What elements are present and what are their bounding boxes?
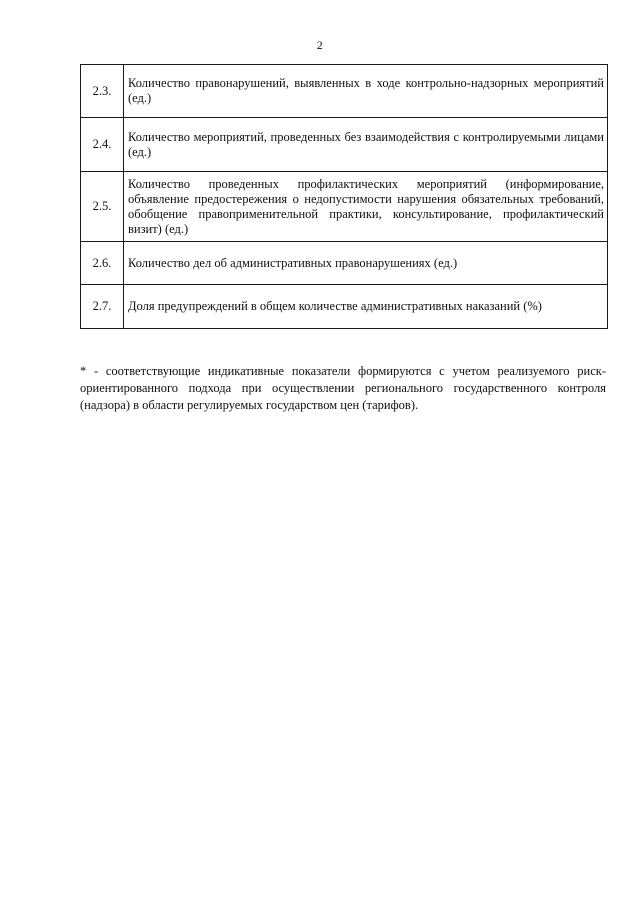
- row-number: 2.5.: [81, 172, 124, 242]
- row-description: Доля предупреждений в общем количестве административных наказаний (%): [124, 285, 608, 329]
- row-number: 2.6.: [81, 242, 124, 285]
- row-description: Количество проведенных профилактических мероприятий (информирование, объявление предостережения о недопустимости нарушения обязательных требований, обобщение правоприменительной практики, консультирование, профилактический визит) (ед.): [124, 172, 608, 242]
- row-number: 2.7.: [81, 285, 124, 329]
- footnote: * - соответствующие индикативные показатели формируются с учетом реализуемого риск-ориентированного подхода при осуществлении регионального государственного контроля (надзора) в области регулируемых государством цен (тарифов).: [80, 363, 606, 412]
- row-description: Количество дел об административных правонарушениях (ед.): [124, 242, 608, 285]
- indicators-table: [80, 64, 608, 329]
- table-row: [81, 285, 608, 329]
- page-number: 2: [316, 38, 324, 52]
- row-description: Количество мероприятий, проведенных без взаимодействия с контролируемыми лицами (ед.): [124, 118, 608, 172]
- row-number: 2.4.: [81, 118, 124, 172]
- table-row: [81, 65, 608, 118]
- row-description: Количество правонарушений, выявленных в ходе контрольно-надзорных мероприятий (ед.): [124, 65, 608, 118]
- row-number: 2.3.: [81, 65, 124, 118]
- table-row: [81, 118, 608, 172]
- table-row: [81, 172, 608, 242]
- table-row: [81, 242, 608, 285]
